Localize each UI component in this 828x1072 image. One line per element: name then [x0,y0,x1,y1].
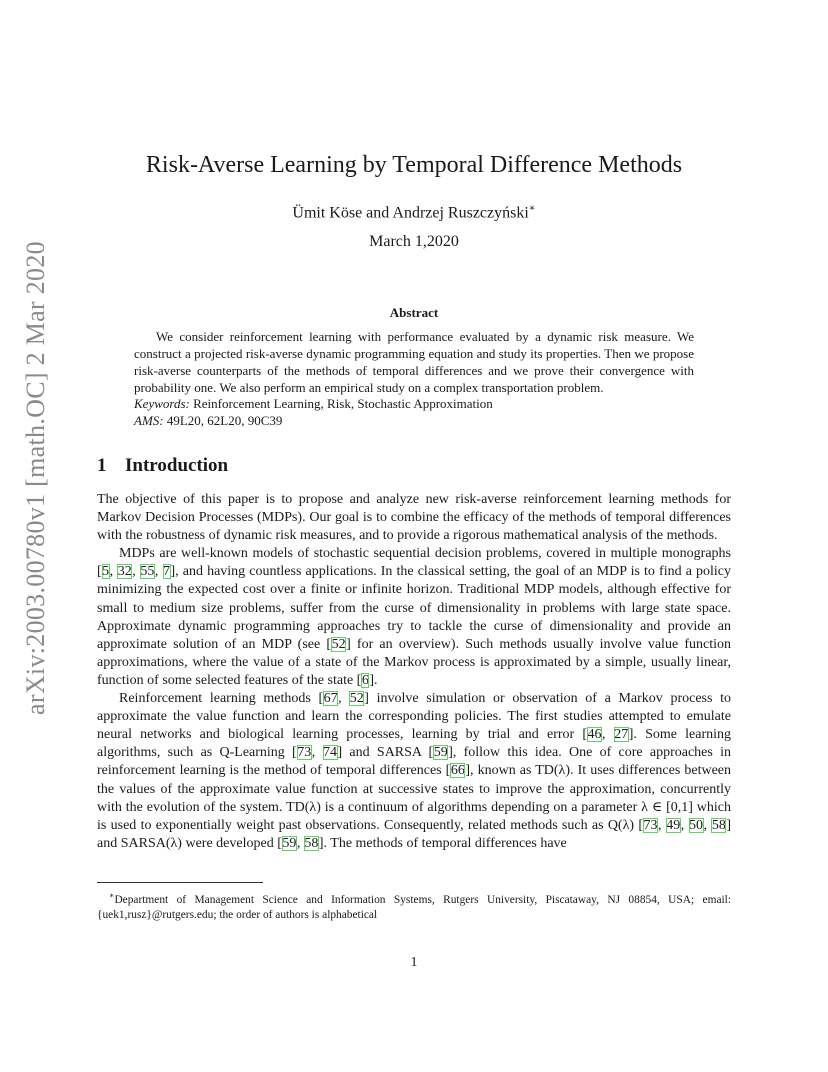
ams-label: AMS: [134,413,164,428]
citation-link[interactable]: 5 [102,564,110,580]
author-footnote-mark[interactable]: ∗ [528,203,536,214]
ams-line [134,412,694,429]
footnote [97,888,731,923]
abstract-text: We consider reinforcement learning with performance evaluated by a dynamic risk measure. We construct a projected risk-averse dynamic programming equation and study its properties. Then we propose risk-averse counterparts of the methods of temporal differences and we prove their convergence with probability one. We also perform an empirical study on a complex transportation problem. [134,329,694,395]
citation-link[interactable]: 74 [323,745,337,761]
paragraph-1: The objective of this paper is to propose and analyze new risk-averse reinforcement learning methods for Markov Decision Processes (MDPs). Our goal is to combine the efficacy of the methods of temporal differences with the robustness of dynamic risk measures, and to provide a rigorous mathematical analysis of the methods. [97,492,731,544]
citation-link[interactable]: 6 [361,672,369,688]
citation-link[interactable]: 32 [117,564,132,580]
citation-link[interactable]: 67 [323,691,338,707]
arxiv-identifier: arXiv:2003.00780v1 [math.OC] 2 Mar 2020 [21,241,50,715]
citation-link[interactable]: 55 [140,564,155,580]
citation-link[interactable]: 66 [450,763,465,779]
paragraph-2: MDPs are well-known models of stochastic sequential decision problems, covered in multiple monographs [5, 32, 55, 7], and having countless applications. In the classical setting, the goal of an MDP is to find a policy minimizing the expected cost over a finite or infinite horizon. Traditional MDP models, although effective for small to medium size problems, suffer from the curse of dimensionality in problems with large state space. Approximate dynamic programming approaches try to tackle the curse of dimensionality and provide an approximate solution of an MDP (see [52] for an overview). Such methods usually involve value function approximations, where the value of a state of the Markov process is approximated by a simple, usually linear, function of some selected features of the state [6]. [97,546,732,688]
citation-link[interactable]: 52 [331,636,346,652]
section-number: 1 [97,455,107,476]
citation-link[interactable]: 73 [643,817,658,833]
citation-link[interactable]: 27 [614,727,629,743]
citation-link[interactable]: 50 [689,817,704,833]
section-title: Introduction [125,455,229,476]
author-line [0,199,828,223]
citation-link[interactable]: 46 [587,727,602,743]
page-number: 1 [410,955,418,970]
keywords-label: Keywords: [134,396,190,411]
body-text [97,491,731,853]
citation-link[interactable]: 58 [711,817,726,833]
paper-date: March 1,2020 [369,233,459,250]
footnote-text: Department of Management Science and Information Systems, Rutgers University, Piscataway, NJ 08854, USA; email: {uek1,rusz}@rutgers.edu; the order of authors is alphabetical [97,893,731,921]
footnote-mark: ∗ [109,891,115,900]
footnote-rule [97,882,263,883]
citation-link[interactable]: 59 [433,745,448,761]
author-names: Ümit Köse and Andrzej Ruszczyński [292,204,529,222]
abstract-heading: Abstract [389,305,439,320]
citation-link[interactable]: 59 [282,835,297,851]
ams-value: 49L20, 62L20, 90C39 [166,413,283,428]
citation-link[interactable]: 52 [349,691,364,707]
citation-link[interactable]: 49 [666,817,681,833]
abstract-meta [134,395,694,429]
paper-title: Risk-Averse Learning by Temporal Difference Methods [145,152,683,178]
keywords-line [134,395,694,412]
citation-link[interactable]: 7 [163,564,170,580]
arxiv-side-stamp [8,241,64,715]
section-heading [97,454,228,478]
paragraph-3: Reinforcement learning methods [67, 52] involve simulation or observation of a Markov process to approximate the value function and learn the corresponding policies. The first studies attempted to emulate neural networks and biological learning processes, learning by trial and error [46, 27]. Some learning algorithms, such as Q-Learning [73, 74] and SARSA [59], follow this idea. One of core approaches in reinforcement learning is the method of temporal differences [66], known as TD(λ). It uses differences between the values of the approximate value function at successive states to improve the approximation, concurrently with the evolution of the system. TD(λ) is a continuum of algorithms depending on a parameter λ ∈ [0,1] which is used to exponentially weight past observations. Consequently, related methods such as Q(λ) [73, 49, 50, 58] and SARSA(λ) were developed [59, 58]. The methods of temporal differences have [97,691,732,851]
citation-link[interactable]: 73 [297,745,312,761]
citation-link[interactable]: 58 [304,835,319,851]
keywords-value: Reinforcement Learning, Risk, Stochastic Approximation [193,396,493,411]
